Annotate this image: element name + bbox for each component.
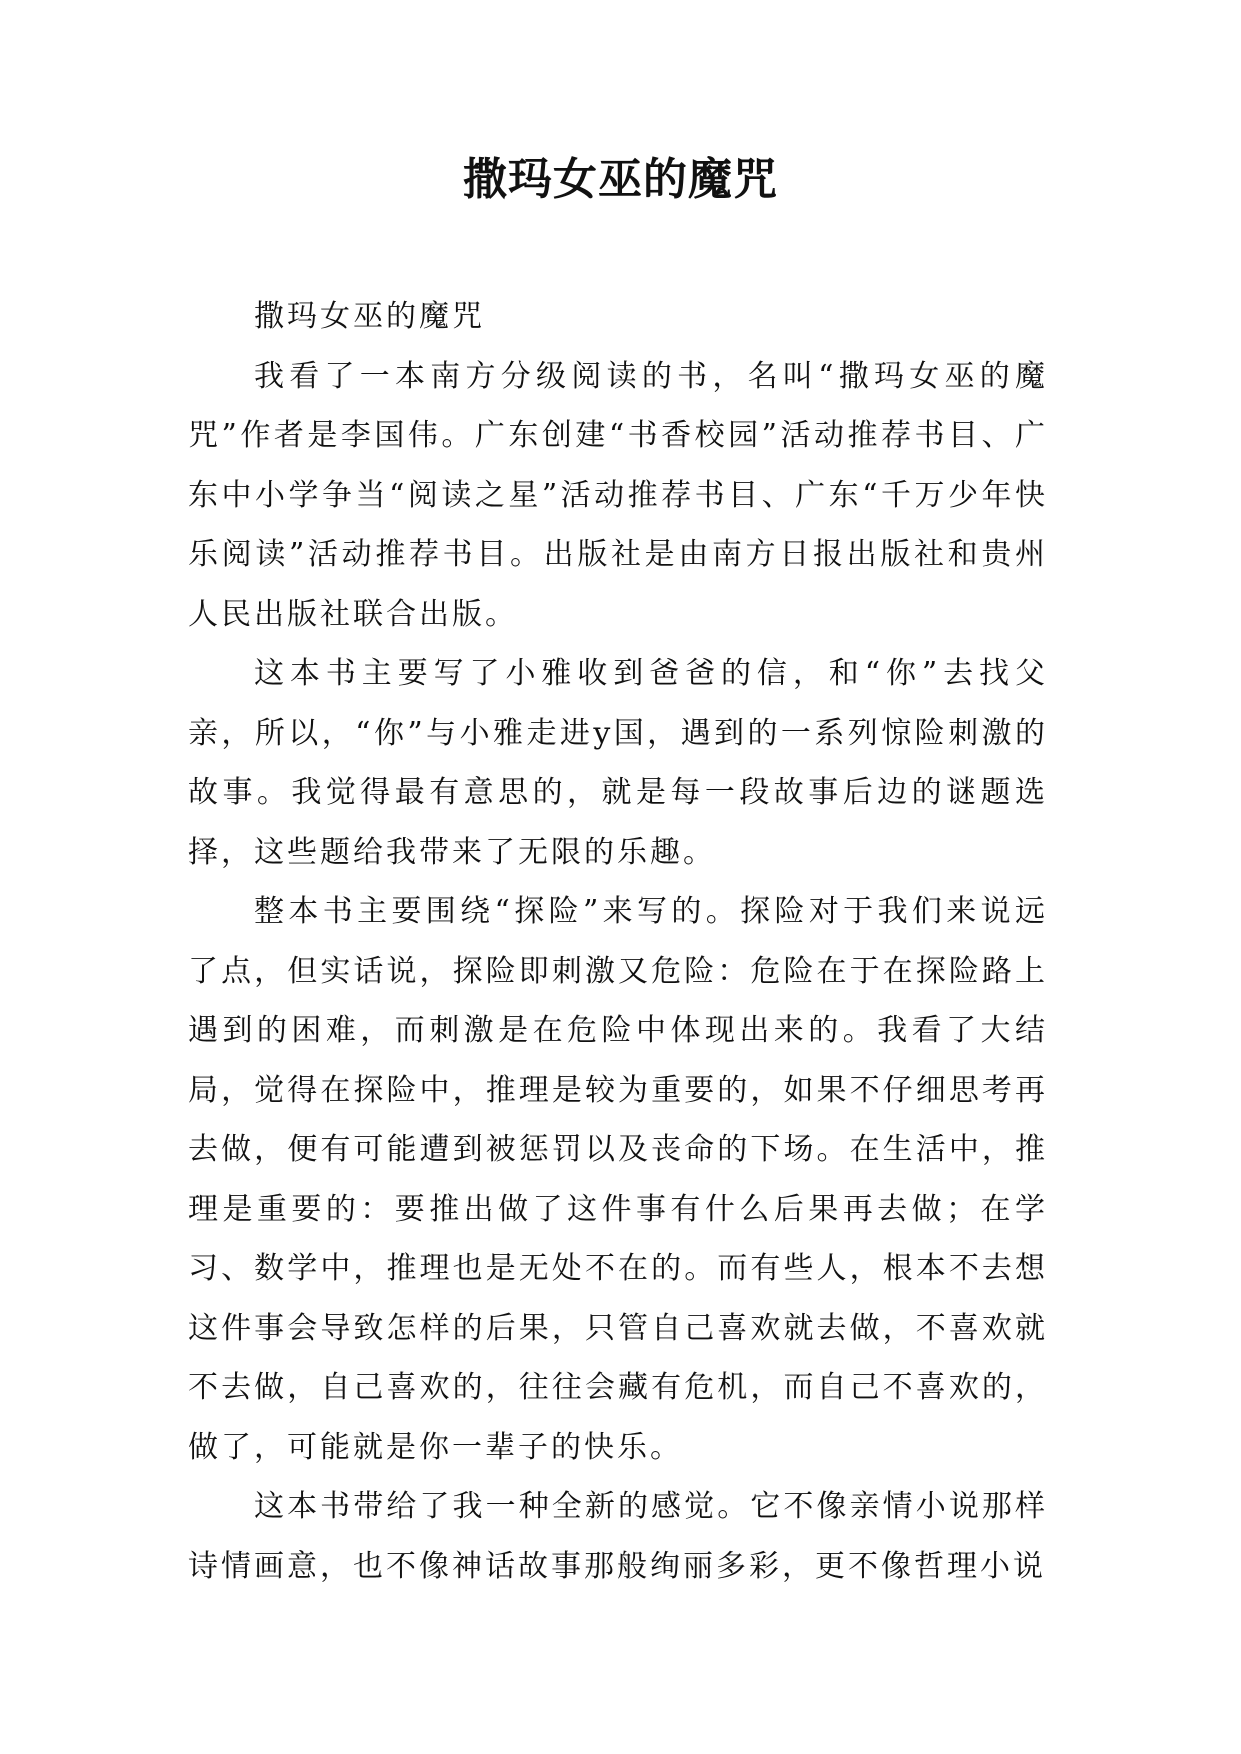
- paragraph-adventure-reflection: 整本书主要围绕“探险”来写的。探险对于我们来说远了点，但实话说，探险即刺激又危险：危险在于在探险路上遇到的困难，而刺激是在危险中体现出来的。我看了大结局，觉得在探险中，推理是较为重要的，如果不仔细思考再去做，便有可能遭到被惩罚以及丧命的下场。在生活中，推理是重要的：要推出做了这件事有什么后果再去做；在学习、数学中，推理也是无处不在的。而有些人，根本不去想这件事会导致怎样的后果，只管自己喜欢就去做，不喜欢就不去做，自己喜欢的，往往会藏有危机，而自己不喜欢的，做了，可能就是你一辈子的快乐。: [188, 894, 1048, 1465]
- paragraph-new-feeling: 这本书带给了我一种全新的感觉。它不像亲情小说那样诗情画意，也不像神话故事那般绚丽多彩，更不像哲理小说: [188, 1489, 1048, 1584]
- paragraph-story-summary: 这本书主要写了小雅收到爸爸的信，和“你”去找父亲，所以，“你”与小雅走进y国，遇到的一系列惊险刺激的故事。我觉得最有意思的，就是每一段故事后边的谜题选择，这些题给我带来了无限的乐趣。: [188, 656, 1048, 870]
- document-title: 撒玛女巫的魔咒: [463, 154, 778, 205]
- paragraph-heading: 撒玛女巫的魔咒: [254, 299, 485, 334]
- document-body: [188, 287, 1048, 1596]
- paragraph-book-info: 我看了一本南方分级阅读的书，名叫“撒玛女巫的魔咒”作者是李国伟。广东创建“书香校园”活动推荐书目、广东中小学争当“阅读之星”活动推荐书目、广东“千万少年快乐阅读”活动推荐书目。出版社是由南方日报出版社和贵州人民出版社联合出版。: [188, 358, 1048, 632]
